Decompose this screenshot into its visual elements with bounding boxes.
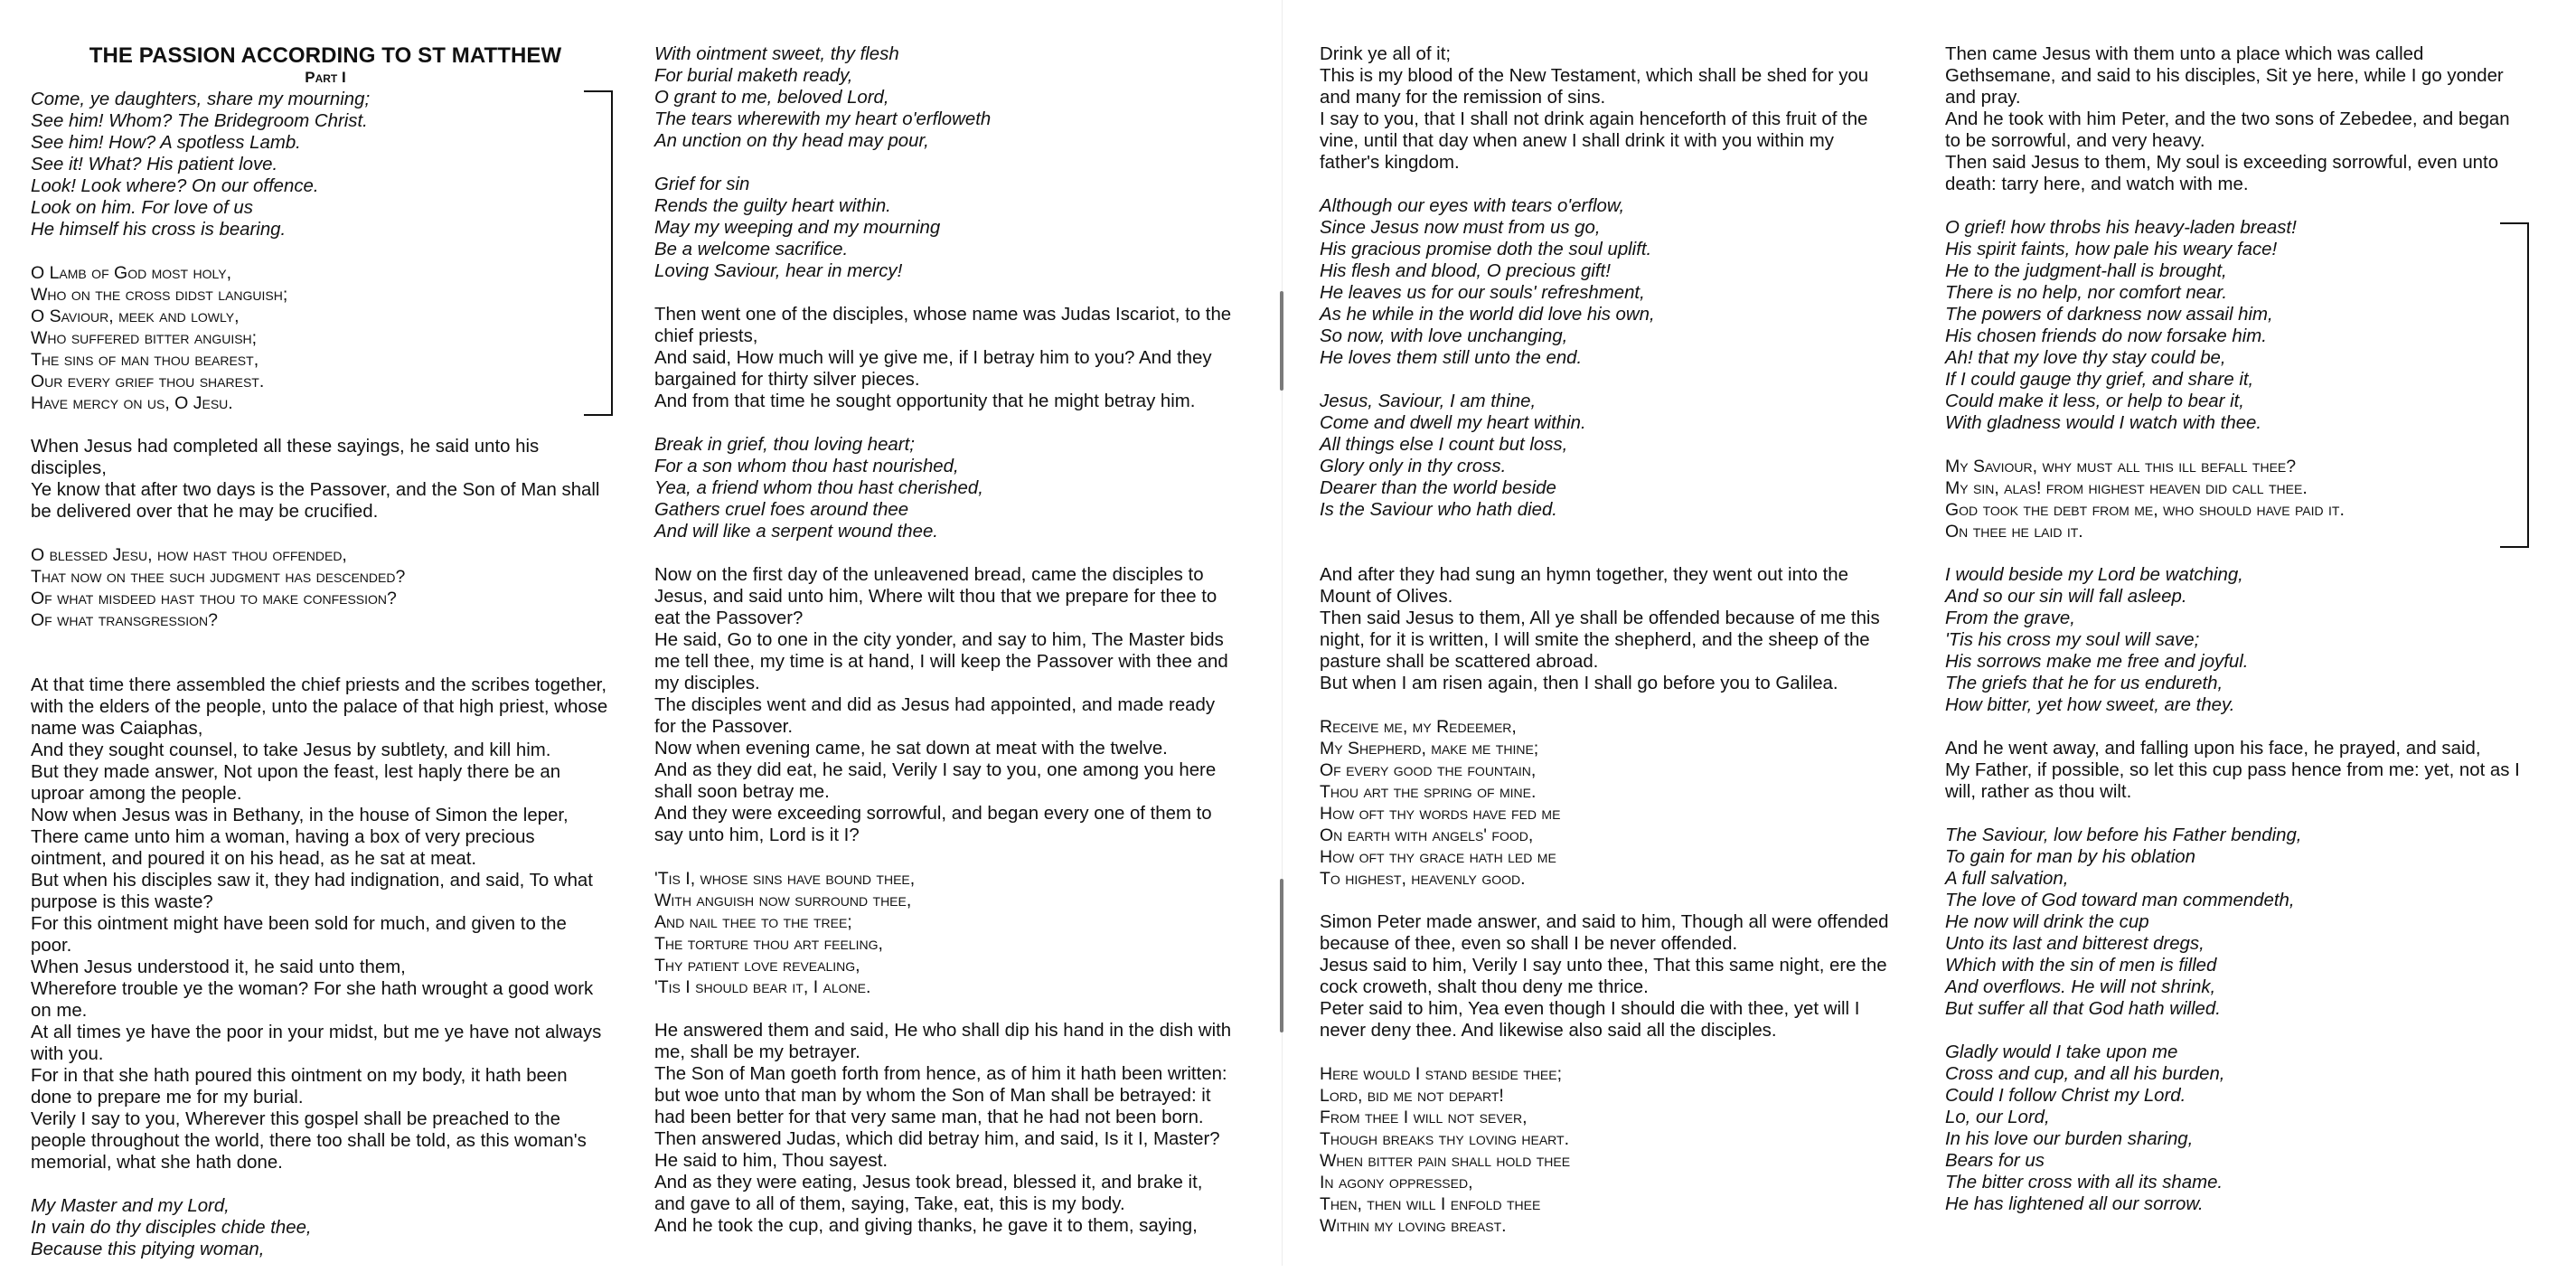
text-line: Come, ye daughters, share my mourning; — [31, 90, 371, 109]
text-line: In vain do thy disciples chide thee, — [31, 1218, 312, 1238]
text-line: to be sorrowful, and very heavy. — [1945, 131, 2205, 151]
text-line: because of thee, even so shall I be never offended. — [1320, 934, 1738, 954]
text-line: Though breaks thy loving heart. — [1320, 1129, 1570, 1149]
text-line: O Saviour, meek and lowly, — [31, 306, 240, 326]
text-line: uproar among the people. — [31, 784, 242, 804]
text-line: Now when Jesus was in Bethany, in the house of Simon the leper, — [31, 806, 569, 825]
text-block — [1320, 391, 1916, 521]
text-line: From the grave, — [1945, 608, 2075, 628]
text-line: vine, until that day when anew I shall drink it with you within my — [1320, 131, 1834, 151]
text-line: Then said Jesus to them, My soul is exceeding sorrowful, even unto — [1945, 153, 2499, 173]
text-block — [31, 544, 633, 631]
text-block — [654, 868, 1255, 998]
text-line: never deny thee. And likewise also said all the disciples. — [1320, 1021, 1777, 1041]
text-line: Then went one of the disciples, whose name was Judas Iscariot, to the — [654, 305, 1232, 325]
text-line: His flesh and blood, O precious gift! — [1320, 261, 1611, 281]
text-line: Is the Saviour who hath died. — [1320, 500, 1557, 520]
text-line: father's kingdom. — [1320, 153, 1460, 173]
text-line: See it! What? His patient love. — [31, 155, 278, 174]
text-line: bargained for thirty silver pieces. — [654, 370, 920, 390]
text-line: When Jesus understood it, he said unto them, — [31, 957, 406, 977]
text-line: Although our eyes with tears o'erflow, — [1320, 196, 1625, 216]
text-line: Then answered Judas, which did betray him, and said, Is it I, Master? — [654, 1129, 1220, 1149]
column-2-blocks — [654, 43, 1255, 1237]
text-line: disciples, — [31, 458, 107, 478]
text-line — [31, 653, 633, 674]
text-line: He himself his cross is bearing. — [31, 220, 287, 240]
text-line: and pray. — [1945, 88, 2021, 108]
text-block — [1945, 1042, 2542, 1215]
text-line: The love of God toward man commendeth, — [1945, 891, 2295, 910]
text-line: Could I follow Christ my Lord. — [1945, 1086, 2186, 1106]
text-line: He loves them still unto the end. — [1320, 348, 1583, 368]
text-block — [1320, 195, 1916, 369]
text-line: And he went away, and falling upon his face, he prayed, and said, — [1945, 739, 2481, 759]
text-block — [654, 434, 1255, 542]
text-line: for the Passover. — [654, 717, 794, 737]
text-line: Drink ye all of it; — [1320, 44, 1452, 64]
text-line: death: tarry here, and watch with me. — [1945, 174, 2249, 194]
text-line: And after they had sung an hymn together, they went out into the — [1320, 565, 1848, 585]
text-line: Thou art the spring of mine. — [1320, 782, 1537, 802]
text-line: Lord, bid me not depart! — [1320, 1086, 1504, 1106]
text-line: me tell thee, my time is at hand, I will keep the Passover with thee and — [654, 652, 1228, 672]
text-line: And as they were eating, Jesus took bread, blessed it, and brake it, — [654, 1173, 1203, 1192]
text-line: Lo, our Lord, — [1945, 1108, 2050, 1127]
text-line: people throughout the world, there too shall be told, as this woman's — [31, 1131, 587, 1151]
text-line: Now on the first day of the unleavened bread, came the disciples to — [654, 565, 1204, 585]
text-line: He has lightened all our sorrow. — [1945, 1194, 2204, 1214]
text-line: Wherefore trouble ye the woman? For she hath wrought a good work — [31, 979, 594, 999]
text-block — [1320, 911, 1916, 1042]
text-line: on me. — [31, 1001, 88, 1021]
column-1 — [31, 43, 633, 1282]
text-line: He now will drink the cup — [1945, 912, 2149, 932]
text-line: Grief for sin — [654, 174, 750, 194]
text-line: Glory only in thy cross. — [1320, 457, 1507, 476]
text-block — [654, 1020, 1255, 1237]
text-line: I would beside my Lord be watching, — [1945, 565, 2243, 585]
text-block — [1945, 825, 2542, 1020]
text-line: To highest, heavenly good. — [1320, 869, 1526, 889]
text-block — [1945, 738, 2542, 803]
text-line: Then said Jesus to them, All ye shall be offended because of me this — [1320, 608, 1880, 628]
text-line: O grief! how throbs his heavy-laden breast! — [1945, 218, 2297, 238]
column-1-blocks — [31, 89, 633, 1260]
chorus-bracket — [584, 90, 613, 416]
text-line: The sins of man thou bearest, — [31, 350, 259, 370]
part-subtitle: Part I — [305, 69, 346, 86]
text-line: with the elders of the people, unto the palace of that high priest, whose — [31, 697, 608, 717]
text-line: and many for the remission of sins. — [1320, 88, 1606, 108]
text-line: Have mercy on us, O Jesu. — [31, 393, 233, 413]
text-block — [1320, 43, 1916, 174]
text-line: But when his disciples saw it, they had indignation, and said, To what — [31, 871, 593, 891]
text-line: At all times ye have the poor in your midst, but me ye have not always — [31, 1023, 602, 1042]
text-line: With ointment sweet, thy flesh — [654, 44, 899, 64]
column-2 — [654, 43, 1255, 1258]
text-line: And he took the cup, and giving thanks, he gave it to them, saying, — [654, 1216, 1198, 1236]
text-line: But suffer all that God hath willed. — [1945, 999, 2221, 1019]
text-line: pasture shall be scattered abroad. — [1320, 652, 1599, 672]
text-line: Then, then will I enfold thee — [1320, 1194, 1541, 1214]
text-line: My Shepherd, make me thine; — [1320, 739, 1539, 759]
text-block — [654, 43, 1255, 152]
text-line: purpose is this waste? — [31, 892, 213, 912]
text-line: The torture thou art feeling, — [654, 934, 883, 954]
text-line: All things else I count but loss, — [1320, 435, 1568, 455]
text-line: Ye know that after two days is the Passover, and the Son of Man shall — [31, 480, 600, 500]
text-line: See him! How? A spotless Lamb. — [31, 133, 301, 153]
text-line: He said to him, Thou sayest. — [654, 1151, 888, 1171]
text-line: me, shall be my betrayer. — [654, 1042, 860, 1062]
text-line: I say to you, that I shall not drink again henceforth of this fruit of the — [1320, 109, 1868, 129]
text-line: If I could gauge thy grief, and share it, — [1945, 370, 2254, 390]
text-line: But when I am risen again, then I shall go before you to Galilea. — [1320, 674, 1838, 693]
text-line: O Lamb of God most holy, — [31, 263, 231, 283]
text-line: And he took with him Peter, and the two sons of Zebedee, and began — [1945, 109, 2510, 129]
text-line: My sin, alas! from highest heaven did call thee. — [1945, 478, 2308, 498]
text-line — [1320, 542, 1916, 564]
text-line: Come and dwell my heart within. — [1320, 413, 1586, 433]
text-line: Then came Jesus with them unto a place which was called — [1945, 44, 2424, 64]
text-block — [1945, 456, 2542, 542]
text-line: As he while in the world did love his own, — [1320, 305, 1655, 325]
text-line: Of every good the fountain, — [1320, 760, 1537, 780]
text-line: So now, with love unchanging, — [1320, 326, 1568, 346]
text-line: An unction on thy head may pour, — [654, 131, 929, 151]
text-block — [1320, 1063, 1916, 1237]
text-line: Jesus, Saviour, I am thine, — [1320, 391, 1537, 411]
text-line: This is my blood of the New Testament, which shall be shed for you — [1320, 66, 1869, 86]
text-line: Yea, a friend whom thou hast cherished, — [654, 478, 983, 498]
text-line: O blessed Jesu, how hast thou offended, — [31, 545, 347, 565]
text-line: Jesus said to him, Verily I say unto thee, That this same night, ere the — [1320, 956, 1887, 976]
text-line: Here would I stand beside thee; — [1320, 1064, 1563, 1084]
text-line: He leaves us for our souls' refreshment, — [1320, 283, 1645, 303]
text-block — [31, 653, 633, 1174]
text-line: For a son whom thou hast nourished, — [654, 457, 959, 476]
text-line: And so our sin will fall asleep. — [1945, 587, 2187, 607]
text-line: In his love our burden sharing, — [1945, 1129, 2194, 1149]
text-line: Simon Peter made answer, and said to him, Though all were offended — [1320, 912, 1889, 932]
text-line: will, rather as thou wilt. — [1945, 782, 2132, 802]
text-line: And overflows. He will not shrink, — [1945, 977, 2216, 997]
text-line: O grant to me, beloved Lord, — [654, 88, 889, 108]
text-line: ointment, and poured it on his head, as he sat at meat. — [31, 849, 477, 869]
text-line: Look! Look where? On our offence. — [31, 176, 319, 196]
text-line: my disciples. — [654, 674, 760, 693]
text-line: Now when evening came, he sat down at meat with the twelve. — [654, 739, 1168, 759]
text-line: Rends the guilty heart within. — [654, 196, 891, 216]
text-line: Cross and cup, and all his burden, — [1945, 1064, 2225, 1084]
text-line: Who on the cross didst languish; — [31, 285, 288, 305]
text-line: From thee I will not sever, — [1320, 1108, 1528, 1127]
text-line: The powers of darkness now assail him, — [1945, 305, 2273, 325]
text-line: Be a welcome sacrifice. — [654, 240, 849, 259]
text-line: To gain for man by his oblation — [1945, 847, 2195, 867]
text-line: with you. — [31, 1044, 104, 1064]
text-line: Mount of Olives. — [1320, 587, 1453, 607]
text-block — [31, 436, 633, 523]
text-line: And they were exceeding sorrowful, and began every one of them to — [654, 804, 1212, 824]
text-block — [1320, 542, 1916, 694]
page-title: THE PASSION ACCORDING TO ST MATTHEW — [89, 43, 562, 68]
text-block — [31, 89, 633, 240]
text-line: Of what transgression? — [31, 610, 218, 630]
text-block — [654, 174, 1255, 282]
text-line: Break in grief, thou loving heart; — [654, 435, 915, 455]
text-line: Bears for us — [1945, 1151, 2045, 1171]
text-line: My Saviour, why must all this ill befall thee? — [1945, 457, 2297, 476]
text-line: 'Tis I, whose sins have bound thee, — [654, 869, 916, 889]
text-line: Gathers cruel foes around thee — [654, 500, 909, 520]
text-line: Gladly would I take upon me — [1945, 1042, 2178, 1062]
text-line: Since Jesus now must from us go, — [1320, 218, 1601, 238]
text-line: That now on thee such judgment has descended? — [31, 567, 406, 587]
text-line: be delivered over that he may be crucified. — [31, 502, 379, 522]
text-line: A full salvation, — [1945, 869, 2069, 889]
text-line: On earth with angels' food, — [1320, 825, 1534, 845]
text-line: 'Tis his cross my soul will save; — [1945, 630, 2200, 650]
text-line: Thy patient love revealing, — [654, 956, 860, 976]
text-block — [654, 564, 1255, 846]
text-line: See him! Whom? The Bridegroom Christ. — [31, 111, 368, 131]
text-line: And from that time he sought opportunity that he might betray him. — [654, 391, 1196, 411]
text-line: And they sought counsel, to take Jesus by subtlety, and kill him. — [31, 740, 551, 760]
text-line: Loving Saviour, hear in mercy! — [654, 261, 903, 281]
text-line: cock croweth, shalt thou deny me thrice. — [1320, 977, 1649, 997]
text-line: The Saviour, low before his Father bending, — [1945, 825, 2302, 845]
text-line: And will like a serpent wound thee. — [654, 522, 938, 542]
text-line: chief priests, — [654, 326, 758, 346]
text-line: His spirit faints, how pale his weary face! — [1945, 240, 2278, 259]
text-line: My Master and my Lord, — [31, 1196, 230, 1216]
text-line: For in that she hath poured this ointment on my body, it hath been — [31, 1066, 568, 1086]
text-line: At that time there assembled the chief priests and the scribes together, — [31, 675, 606, 695]
text-block — [1945, 217, 2542, 434]
text-line: His chosen friends do now forsake him. — [1945, 326, 2267, 346]
text-line: May my weeping and my mourning — [654, 218, 941, 238]
text-line: And said, How much will ye give me, if I betray him to you? And they — [654, 348, 1212, 368]
text-line: And nail thee to the tree; — [654, 912, 852, 932]
text-line: Because this pitying woman, — [31, 1240, 265, 1259]
text-line: In agony oppressed, — [1320, 1173, 1473, 1192]
text-block — [1945, 43, 2542, 195]
text-line: Dearer than the world beside — [1320, 478, 1556, 498]
text-line: say unto him, Lord is it I? — [654, 825, 860, 845]
text-line: For this ointment might have been sold for much, and given to the — [31, 914, 567, 934]
text-line: night, for it is written, I will smite the shepherd, and the sheep of the — [1320, 630, 1870, 650]
text-line: name was Caiaphas, — [31, 719, 203, 739]
text-block — [1320, 716, 1916, 890]
text-line: memorial, what she hath done. — [31, 1153, 283, 1173]
text-line: 'Tis I should bear it, I alone. — [654, 977, 871, 997]
text-line: When bitter pain shall hold thee — [1320, 1151, 1571, 1171]
text-line: and gave to all of them, saying, Take, eat, this is my body. — [654, 1194, 1125, 1214]
text-line: How bitter, yet how sweet, are they. — [1945, 695, 2235, 715]
text-line: The griefs that he for us endureth, — [1945, 674, 2223, 693]
text-line: Our every grief thou sharest. — [31, 372, 265, 391]
text-line: God took the debt from me, who should have paid it. — [1945, 500, 2345, 520]
text-line: The Son of Man goeth forth from hence, as of him it hath been written: — [654, 1064, 1227, 1084]
text-line: The disciples went and did as Jesus had appointed, and made ready — [654, 695, 1216, 715]
text-line: He said, Go to one in the city yonder, and say to him, The Master bids — [654, 630, 1224, 650]
text-line: shall soon betray me. — [654, 782, 830, 802]
text-line: The bitter cross with all its shame. — [1945, 1173, 2223, 1192]
text-block — [654, 304, 1255, 412]
text-line: Which with the sin of men is filled — [1945, 956, 2217, 976]
text-line: Gethsemane, and said to his disciples, Sit ye here, while I go yonder — [1945, 66, 2504, 86]
text-line: Look on him. For love of us — [31, 198, 253, 218]
text-line: With anguish now surround thee, — [654, 891, 912, 910]
text-line: Verily I say to you, Wherever this gospel shall be preached to the — [31, 1109, 560, 1129]
text-line: How oft thy grace hath led me — [1320, 847, 1556, 867]
text-line: Could make it less, or help to bear it, — [1945, 391, 2244, 411]
aria-bracket — [2500, 222, 2529, 548]
text-line: Within my loving breast. — [1320, 1216, 1507, 1236]
text-line: Of what misdeed hast thou to make confession? — [31, 589, 397, 608]
text-line: poor. — [31, 936, 72, 956]
text-line: There is no help, nor comfort near. — [1945, 283, 2228, 303]
text-line: His gracious promise doth the soul uplift. — [1320, 240, 1652, 259]
text-line: On thee he laid it. — [1945, 522, 2083, 542]
text-line: The tears wherewith my heart o'erfloweth — [654, 109, 992, 129]
text-line: Receive me, my Redeemer, — [1320, 717, 1517, 737]
text-line: With gladness would I watch with thee. — [1945, 413, 2262, 433]
text-line: How oft thy words have fed me — [1320, 804, 1561, 824]
text-line: He to the judgment-hall is brought, — [1945, 261, 2227, 281]
page-fold-crease — [1282, 0, 1283, 1266]
column-3 — [1320, 43, 1916, 1258]
text-line: When Jesus had completed all these sayings, he said unto his — [31, 437, 540, 457]
text-line: but woe unto that man by whom the Son of Man shall be betrayed: it — [654, 1086, 1211, 1106]
text-line: done to prepare me for my burial. — [31, 1088, 304, 1108]
text-line: He answered them and said, He who shall dip his hand in the dish with — [654, 1021, 1232, 1041]
column-4 — [1945, 43, 2542, 1237]
text-line: Who suffered bitter anguish; — [31, 328, 258, 348]
text-line: But they made answer, Not upon the feast, lest haply there be an — [31, 762, 561, 782]
text-line: had been better for that very same man, that he had not been born. — [654, 1108, 1204, 1127]
column-4-blocks — [1945, 43, 2542, 1215]
text-line: eat the Passover? — [654, 608, 804, 628]
text-line: Unto its last and bitterest dregs, — [1945, 934, 2205, 954]
text-line: Peter said to him, Yea even though I should die with thee, yet will I — [1320, 999, 1860, 1019]
text-line: And as they did eat, he said, Verily I say to you, one among you here — [654, 760, 1217, 780]
text-block — [31, 262, 633, 414]
column-3-blocks — [1320, 43, 1916, 1237]
text-line: My Father, if possible, so let this cup pass hence from me: yet, not as I — [1945, 760, 2520, 780]
text-line: His sorrows make me free and joyful. — [1945, 652, 2249, 672]
text-line: Ah! that my love thy stay could be, — [1945, 348, 2226, 368]
text-line: There came unto him a woman, having a box of very precious — [31, 827, 535, 847]
text-block — [1945, 564, 2542, 716]
text-line: For burial maketh ready, — [654, 66, 853, 86]
text-block — [31, 1195, 633, 1260]
text-line: Jesus, and said unto him, Where wilt thou that we prepare for thee to — [654, 587, 1217, 607]
